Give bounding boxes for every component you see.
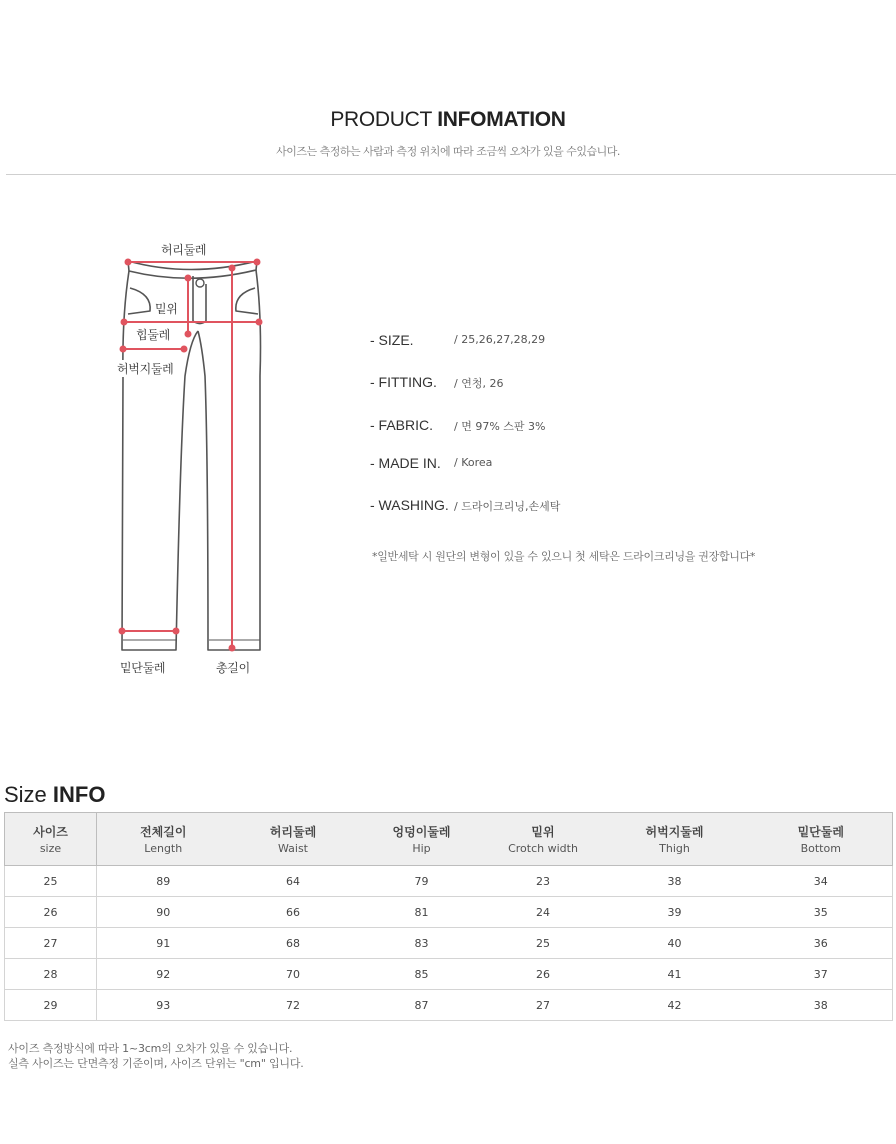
table-cell: 81 — [357, 897, 487, 928]
pants-diagram — [110, 236, 280, 686]
label-hem: 밑단둘레 — [120, 661, 166, 675]
button-shape — [196, 279, 204, 287]
table-cell: 23 — [487, 866, 600, 897]
table-row — [5, 897, 893, 928]
washing-notice: *일반세탁 시 원단의 변형이 있을 수 있으니 첫 세탁은 드라이크리닝을 권장합니다* — [372, 550, 756, 563]
spec-value: / 면 97% 스판 3% — [454, 420, 546, 433]
table-header-row — [5, 813, 893, 866]
table-cell: 87 — [357, 990, 487, 1021]
table-cell: 28 — [5, 959, 97, 990]
label-thigh: 허벅지둘레 — [117, 362, 174, 376]
spec-key: - MADE IN. — [370, 455, 441, 471]
pants-illustration — [110, 236, 280, 686]
table-cell: 25 — [5, 866, 97, 897]
table-cell: 27 — [5, 928, 97, 959]
table-cell: 83 — [357, 928, 487, 959]
spec-key: - SIZE. — [370, 332, 414, 348]
table-row — [5, 866, 893, 897]
footnote-unit: 실측 사이즈는 단면측정 기준이며, 사이즈 단위는 "cm" 입니다. — [8, 1057, 304, 1070]
table-cell: 68 — [230, 928, 357, 959]
table-cell: 24 — [487, 897, 600, 928]
label-waist: 허리둘레 — [161, 243, 207, 257]
header-thigh: 허벅지둘레 Thigh — [600, 813, 750, 866]
header-waist: 허리둘레 Waist — [230, 813, 357, 866]
spec-key: - WASHING. — [370, 497, 449, 513]
spec-key: - FITTING. — [370, 374, 437, 390]
table-cell: 26 — [487, 959, 600, 990]
right-pocket-shape — [236, 288, 258, 314]
table-row — [5, 990, 893, 1021]
page-subtitle: 사이즈는 측정하는 사람과 측정 위치에 따라 조금씩 오차가 있을 수있습니다. — [276, 145, 620, 158]
header-hip: 엉덩이둘레 Hip — [357, 813, 487, 866]
right-leg-shape — [198, 270, 261, 650]
table-cell: 34 — [750, 866, 893, 897]
table-cell: 38 — [600, 866, 750, 897]
table-row — [5, 928, 893, 959]
label-length: 총길이 — [216, 661, 250, 675]
table-cell: 29 — [5, 990, 97, 1021]
table-cell: 41 — [600, 959, 750, 990]
table-cell: 42 — [600, 990, 750, 1021]
title-bold: INFOMATION — [437, 108, 566, 131]
divider — [6, 174, 896, 175]
table-cell: 90 — [97, 897, 230, 928]
table-cell: 72 — [230, 990, 357, 1021]
table-cell: 66 — [230, 897, 357, 928]
size-title-bold: INFO — [52, 782, 106, 807]
table-cell: 26 — [5, 897, 97, 928]
header-crotch: 밑위 Crotch width — [487, 813, 600, 866]
label-hip: 힙둘레 — [136, 328, 170, 342]
table-cell: 36 — [750, 928, 893, 959]
spec-value: / 연청, 26 — [454, 377, 504, 390]
table-cell: 92 — [97, 959, 230, 990]
table-cell: 64 — [230, 866, 357, 897]
table-cell: 25 — [487, 928, 600, 959]
table-row — [5, 959, 893, 990]
table-cell: 79 — [357, 866, 487, 897]
title-light: PRODUCT — [330, 108, 432, 131]
waistband-shape — [128, 261, 257, 278]
table-cell: 91 — [97, 928, 230, 959]
table-cell: 93 — [97, 990, 230, 1021]
table-cell: 70 — [230, 959, 357, 990]
header-length: 전체길이 Length — [97, 813, 230, 866]
spec-value: / 드라이크리닝,손세탁 — [454, 500, 561, 513]
table-cell: 38 — [750, 990, 893, 1021]
size-title-light: Size — [4, 782, 47, 807]
spec-key: - FABRIC. — [370, 417, 434, 433]
header-bottom: 밑단둘레 Bottom — [750, 813, 893, 866]
spec-value: / 25,26,27,28,29 — [454, 333, 546, 346]
table-cell: 89 — [97, 866, 230, 897]
size-table — [4, 812, 893, 1021]
table-cell: 27 — [487, 990, 600, 1021]
page-title — [0, 108, 896, 132]
table-cell: 35 — [750, 897, 893, 928]
header-size: 사이즈 size — [5, 813, 97, 866]
left-pocket-shape — [128, 288, 150, 314]
table-cell: 39 — [600, 897, 750, 928]
label-crotch: 밑위 — [155, 302, 178, 316]
table-cell: 40 — [600, 928, 750, 959]
footnote-tolerance: 사이즈 측정방식에 따라 1~3cm의 오차가 있을 수 있습니다. — [8, 1042, 293, 1055]
table-cell: 37 — [750, 959, 893, 990]
spec-value: / Korea — [454, 456, 493, 469]
table-cell: 85 — [357, 959, 487, 990]
size-info-title — [4, 782, 105, 808]
